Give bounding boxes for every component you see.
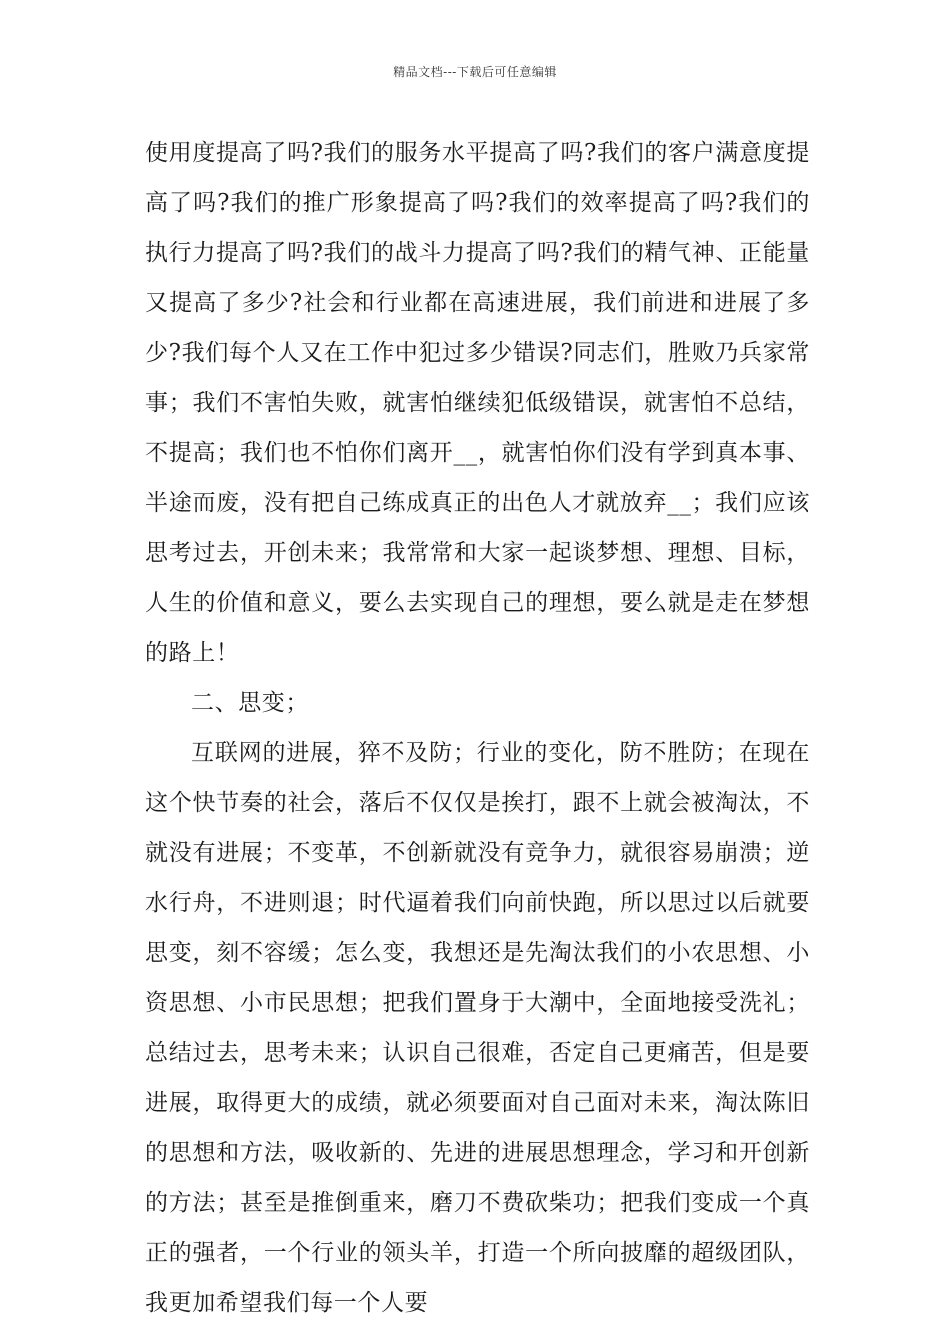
- document-body: [145, 128, 810, 1328]
- paragraph-continued: 使用度提高了吗?我们的服务水平提高了吗?我们的客户满意度提高了吗?我们的推广形象提高了吗?我们的效率提高了吗?我们的执行力提高了吗?我们的战斗力提高了吗?我们的精气神、正能量又提高了多少?社会和行业都在高速进展，我们前进和进展了多少?我们每个人又在工作中犯过多少错误?同志们，胜败乃兵家常事；我们不害怕失败，就害怕继续犯低级错误，就害怕不总结，不提高；我们也不怕你们离开__，就害怕你们没有学到真本事、半途而废，没有把自己练成真正的出色人才就放弃__；我们应该思考过去，开创未来；我常常和大家一起谈梦想、理想、目标，人生的价值和意义，要么去实现自己的理想，要么就是走在梦想的路上！: [145, 140, 810, 666]
- section-heading: 二、思变；: [191, 690, 309, 716]
- paragraph: 互联网的进展，猝不及防；行业的变化，防不胜防；在现在这个快节奏的社会，落后不仅仅是挨打，跟不上就会被淘汰，不就没有进展；不变革，不创新就没有竞争力，就很容易崩溃；逆水行舟，不进则退；时代逼着我们向前快跑，所以思过以后就要思变，刻不容缓；怎么变，我想还是先淘汰我们的小农思想、小资思想、小市民思想；把我们置身于大潮中，全面地接受洗礼；总结过去，思考未来；认识自己很难，否定自己更痛苦，但是要进展，取得更大的成绩，就必须要面对自己面对未来，淘汰陈旧的思想和方法，吸收新的、先进的进展思想理念，学习和开创新的方法；甚至是推倒重来，磨刀不费砍柴功；把我们变成一个真正的强者，一个行业的领头羊，打造一个所向披靡的超级团队，我更加希望我们每一个人要: [145, 740, 810, 1316]
- page-header: 精品文档---下载后可任意编辑: [393, 65, 557, 79]
